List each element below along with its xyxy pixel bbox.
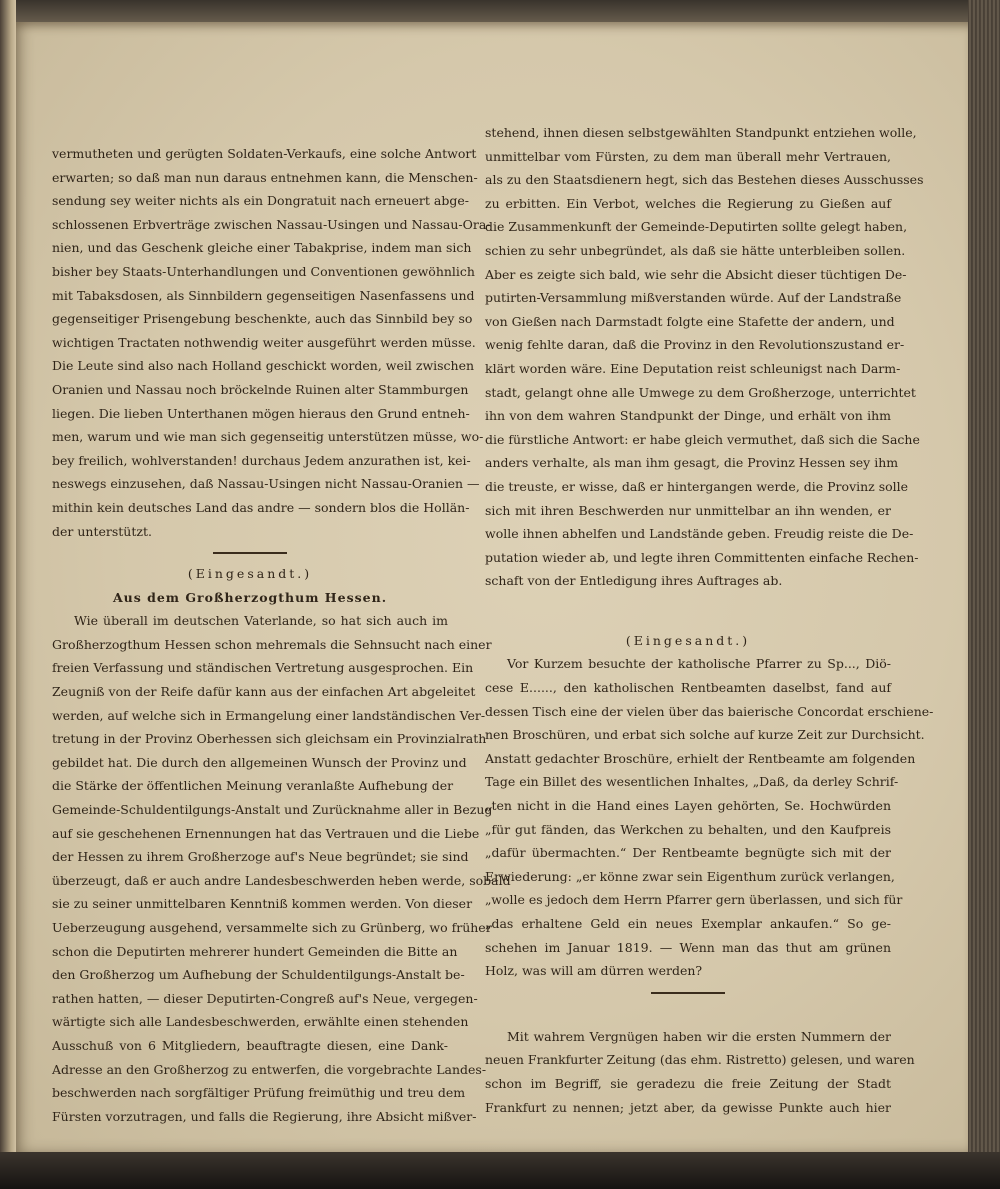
text-line: erwarten; so daß man nun daraus entnehmen kann, die Menschen- xyxy=(52,169,478,185)
text-line: neuen Frankfurter Zeitung (das ehm. Ristretto) gelesen, und waren xyxy=(485,1052,915,1068)
text-line: sendung sey weiter nichts als ein Dongratuit nach erneuert abge- xyxy=(52,193,469,209)
text-line: wolle ihnen abhelfen und Landstände geben. Freudig reiste die De- xyxy=(485,526,914,542)
text-line: die fürstliche Antwort: er habe gleich vermuthet, daß sich die Sache xyxy=(485,431,920,447)
text-line: vermutheten und gerügten Soldaten-Verkaufs, eine solche Antwort xyxy=(52,146,477,161)
text-line: gebildet hat. Die durch den allgemeinen Wunsch der Provinz und xyxy=(52,754,467,770)
text-line: liegen. Die lieben Unterthanen mögen hieraus den Grund entneh- xyxy=(52,405,470,421)
text-line: bisher bey Staats-Unterhandlungen und Conventionen gewöhnlich xyxy=(52,263,475,279)
text-line: „dafür übermachten.“ Der Rentbeamte begnügte sich mit der xyxy=(485,845,891,861)
left-column xyxy=(52,142,511,1128)
text-line: wichtigen Tractaten nothwendig weiter ausgeführt werden müsse. xyxy=(52,334,476,350)
text-line: tretung in der Provinz Oberhessen sich gleichsam ein Provinzialrath xyxy=(52,731,487,747)
right-paragraph-2 xyxy=(485,652,934,982)
text-line: den Großherzog um Aufhebung der Schuldentilgungs-Anstalt be- xyxy=(52,967,465,983)
text-line: men, warum und wie man sich gegenseitig unterstützen müsse, wo- xyxy=(52,429,484,445)
text-line: freien Verfassung und ständischen Vertretung ausgesprochen. Ein xyxy=(52,660,474,676)
text-line: Ausschuß von 6 Mitgliedern, beauftragte diesen, eine Dank- xyxy=(52,1037,448,1053)
text-line: der Hessen zu ihrem Großherzoge auf's Neue begründet; sie sind xyxy=(52,849,469,865)
book-page-edges xyxy=(968,0,1000,1189)
book-bottom-edge xyxy=(0,1152,1000,1189)
text-line: stehend, ihnen diesen selbstgewählten Standpunkt entziehen wolle, xyxy=(485,125,917,140)
text-line: unmittelbar vom Fürsten, zu dem man überall mehr Vertrauen, xyxy=(485,148,891,164)
section-label: (Eingesandt.) xyxy=(187,566,313,582)
text-line: wärtigte sich alle Landesbeschwerden, erwählte einen stehenden xyxy=(52,1014,469,1030)
text-line: sie zu seiner unmittelbaren Kenntniß kommen werden. Von dieser xyxy=(52,896,473,912)
section-divider xyxy=(651,992,725,994)
book-gutter xyxy=(0,0,16,1189)
text-line: cese E......, den katholischen Rentbeamten daselbst, fand auf xyxy=(485,680,891,696)
text-line: überzeugt, daß er auch andre Landesbeschwerden heben werde, sobald xyxy=(52,872,511,888)
text-line: „für gut fänden, das Werkchen zu behalten, und den Kaufpreis xyxy=(485,821,891,837)
right-column xyxy=(485,121,934,1119)
section-divider xyxy=(213,552,287,554)
text-line: „wolle es jedoch dem Herrn Pfarrer gern überlassen, und sich für xyxy=(485,892,903,908)
text-line: mit Tabaksdosen, als Sinnbildern gegenseitigen Nasenfassens und xyxy=(52,287,475,303)
text-line: putirten-Versammlung mißverstanden würde. Auf der Landstraße xyxy=(485,290,902,306)
text-line: wenig fehlte daran, daß die Provinz in den Revolutionszustand er- xyxy=(485,337,905,353)
text-line: zu erbitten. Ein Verbot, welches die Regierung zu Gießen auf xyxy=(485,195,891,211)
text-line: Wie überall im deutschen Vaterlande, so hat sich auch im xyxy=(74,613,448,629)
text-line: stadt, gelangt ohne alle Umwege zu dem Großherzoge, unterrichtet xyxy=(485,384,916,400)
text-line: Aber es zeigte sich bald, wie sehr die Absicht dieser tüchtigen De- xyxy=(485,266,907,282)
text-line: Großherzogthum Hessen schon mehremals die Sehnsucht nach einer xyxy=(52,636,492,652)
spacer xyxy=(485,1002,891,1025)
text-line: sich mit ihren Beschwerden nur unmittelbar an ihn wenden, er xyxy=(485,502,891,518)
text-line: schon die Deputirten mehrerer hundert Gemeinden die Bitte an xyxy=(52,943,458,959)
text-line: mithin kein deutsches Land das andre — sondern blos die Hollän- xyxy=(52,499,470,515)
text-line: bey freilich, wohlverstanden! durchaus Jedem anzurathen ist, kei- xyxy=(52,452,471,468)
text-line: die Zusammenkunft der Gemeinde-Deputirten sollte gelegt haben, xyxy=(485,219,908,235)
text-line: schlossenen Erbverträge zwischen Nassau-Usingen und Nassau-Ora- xyxy=(52,216,491,232)
text-line: die treuste, er wisse, daß er hintergangen werde, die Provinz solle xyxy=(485,478,909,494)
text-line: beschwerden nach sorgfältiger Prüfung freimüthig und treu dem xyxy=(52,1085,466,1101)
text-line: Adresse an den Großherzog zu entwerfen, die vorgebrachte Landes- xyxy=(52,1061,487,1077)
text-line: die Stärke der öffentlichen Meinung veranlaßte Aufhebung der xyxy=(52,778,454,794)
text-line: Holz, was will am dürren werden? xyxy=(485,963,703,979)
text-line: schehen im Januar 1819. — Wenn man das thut am grünen xyxy=(485,939,891,955)
text-line: schaft von der Entledigung ihres Auftrages ab. xyxy=(485,573,783,589)
text-line: werden, auf welche sich in Ermangelung einer landständischen Ver- xyxy=(52,707,486,723)
text-line: als zu den Staatsdienern hegt, sich das Bestehen dieses Ausschusses xyxy=(485,172,924,188)
left-paragraph-2 xyxy=(52,609,511,1128)
text-line: Vor Kurzem besuchte der katholische Pfarrer zu Sp..., Diö- xyxy=(507,656,891,672)
right-paragraph-1 xyxy=(485,121,924,593)
text-line: der unterstützt. xyxy=(52,523,152,539)
text-line: dessen Tisch eine der vielen über das baierische Concordat erschiene- xyxy=(485,703,934,719)
text-line: klärt worden wäre. Eine Deputation reist schleunigst nach Darm- xyxy=(485,360,901,376)
text-line: Oranien und Nassau noch bröckelnde Ruinen alter Stammburgen xyxy=(52,381,469,397)
book-page xyxy=(14,22,972,1154)
text-line: von Gießen nach Darmstadt folgte eine Stafette der andern, und xyxy=(485,313,895,329)
text-line: Anstatt gedachter Broschüre, erhielt der Rentbeamte am folgenden xyxy=(485,750,916,766)
text-line: Frankfurt zu nennen; jetzt aber, da gewisse Punkte auch hier xyxy=(485,1099,891,1115)
text-line: schon im Begriff, sie geradezu die freie Zeitung der Stadt xyxy=(485,1075,891,1091)
text-line: „das erhaltene Geld ein neues Exemplar ankaufen.“ So ge- xyxy=(485,916,891,931)
text-line: Fürsten vorzutragen, und falls die Regierung, ihre Absicht mißver- xyxy=(52,1108,477,1124)
text-line: anders verhalte, als man ihm gesagt, die Provinz Hessen sey ihm xyxy=(485,455,899,471)
spacer xyxy=(485,593,891,629)
text-line: „ten nicht in die Hand eines Layen gehörten, Se. Hochwürden xyxy=(485,798,891,814)
section-label: (Eingesandt.) xyxy=(625,632,751,648)
text-line: Mit wahrem Vergnügen haben wir die ersten Nummern der xyxy=(507,1028,891,1044)
text-line: Gemeinde-Schuldentilgungs-Anstalt und Zurücknahme aller in Bezug xyxy=(52,802,493,818)
text-line: Zeugniß von der Reife dafür kann aus der einfachen Art abgeleitet xyxy=(52,684,476,700)
text-line: Erwiederung: „er könne zwar sein Eigenthum zurück verlangen, xyxy=(485,868,895,884)
text-line: Ueberzeugung ausgehend, versammelte sich zu Grünberg, wo früher xyxy=(52,920,492,935)
left-paragraph-1 xyxy=(52,142,491,543)
text-line: schien zu sehr unbegründet, als daß sie hätte unterbleiben sollen. xyxy=(485,242,906,258)
right-paragraph-3 xyxy=(485,1025,915,1119)
text-line: neswegs einzusehen, daß Nassau-Usingen nicht Nassau-Oranien — xyxy=(52,476,480,492)
text-line: auf sie geschehenen Ernennungen hat das Vertrauen und die Liebe xyxy=(52,825,480,841)
text-line: rathen hatten, — dieser Deputirten-Congreß auf's Neue, vergegen- xyxy=(52,990,478,1006)
text-line: Tage ein Billet des wesentlichen Inhaltes, „Daß, da derley Schrif- xyxy=(485,774,899,790)
text-line: ihn von dem wahren Standpunkt der Dinge, und erhält von ihm xyxy=(485,408,891,424)
text-line: nen Broschüren, und erbat sich solche auf kurze Zeit zur Durchsicht. xyxy=(485,727,925,743)
text-line: Die Leute sind also nach Holland geschickt worden, weil zwischen xyxy=(52,358,475,374)
text-line: nien, und das Geschenk gleiche einer Tabakprise, indem man sich xyxy=(52,240,472,256)
text-line: gegenseitiger Prisengebung beschenkte, auch das Sinnbild bey so xyxy=(52,311,473,327)
text-line: putation wieder ab, und legte ihren Committenten einfache Rechen- xyxy=(485,549,919,565)
section-title: Aus dem Großherzogthum Hessen. xyxy=(112,589,388,605)
